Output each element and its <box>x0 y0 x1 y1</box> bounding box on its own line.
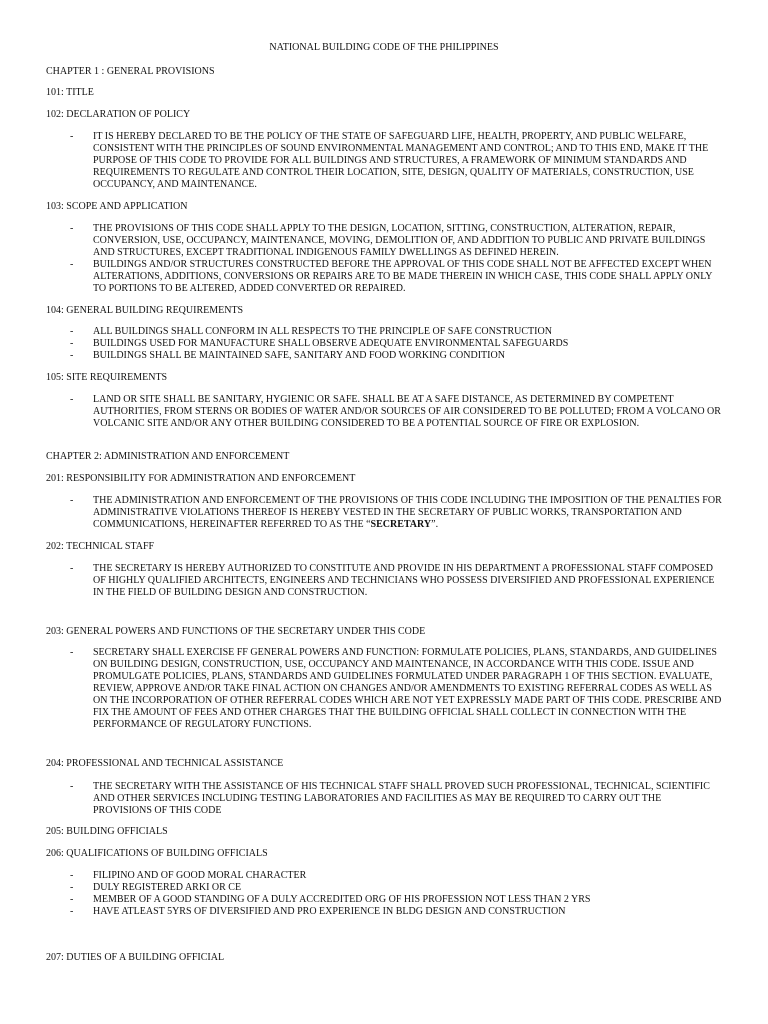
section-204-heading: 204: PROFESSIONAL AND TECHNICAL ASSISTANCE <box>46 758 284 769</box>
list-item <box>70 894 722 906</box>
list-item <box>70 259 722 295</box>
list-item-text: THE PROVISIONS OF THIS CODE SHALL APPLY TO THE DESIGN, LOCATION, SITTING, CONSTRUCTION, ALTERATION, REPAIR, CONVERSION, USE, OCCUPANCY, MAINTENANCE, MOVING, DEMOLITION OF, AND ADDITION TO PUBLIC AND PRIVATE BUILDINGS AND STRUCTURES, EXCEPT TRADITIONAL INDIGENOUS FAMILY DWELLINGS AS DEFINED HEREIN. <box>93 223 706 258</box>
list-item <box>70 131 722 191</box>
section-104-heading: 104: GENERAL BUILDING REQUIREMENTS <box>46 305 244 316</box>
document-title: NATIONAL BUILDING CODE OF THE PHILIPPINES <box>269 42 499 53</box>
section-202-heading: 202: TECHNICAL STAFF <box>46 541 155 552</box>
dash-marker: - <box>70 394 74 405</box>
dash-marker: - <box>70 882 74 893</box>
dash-marker: - <box>70 906 74 917</box>
list-item <box>70 495 722 531</box>
list-item-text: HAVE ATLEAST 5YRS OF DIVERSIFIED AND PRO EXPERIENCE IN BLDG DESIGN AND CONSTRUCTION <box>93 906 566 917</box>
list-item <box>70 647 722 731</box>
section-203-heading: 203: GENERAL POWERS AND FUNCTIONS OF THE SECRETARY UNDER THIS CODE <box>46 626 426 637</box>
section-205-heading: 205: BUILDING OFFICIALS <box>46 826 168 837</box>
section-102-list <box>70 131 722 191</box>
section-103-list <box>70 223 722 295</box>
section-102-heading: 102: DECLARATION OF POLICY <box>46 109 191 120</box>
section-207-heading: 207: DUTIES OF A BUILDING OFFICIAL <box>46 952 225 963</box>
section-201-heading: 201: RESPONSIBILITY FOR ADMINISTRATION AND ENFORCEMENT <box>46 473 356 484</box>
list-item <box>70 350 722 362</box>
dash-marker: - <box>70 259 74 270</box>
secretary-term: SECRETARY <box>370 519 432 530</box>
dash-marker: - <box>70 781 74 792</box>
list-item <box>70 326 722 338</box>
dash-marker: - <box>70 495 74 506</box>
section-105-heading: 105: SITE REQUIREMENTS <box>46 372 168 383</box>
chapter-1-heading: CHAPTER 1 : GENERAL PROVISIONS <box>46 66 215 77</box>
dash-marker: - <box>70 350 74 361</box>
list-item-text: MEMBER OF A GOOD STANDING OF A DULY ACCREDITED ORG OF HIS PROFESSION NOT LESS THAN 2 YRS <box>93 894 591 905</box>
dash-marker: - <box>70 647 74 658</box>
list-item-text: FILIPINO AND OF GOOD MORAL CHARACTER <box>93 870 307 881</box>
list-item-text: THE SECRETARY IS HEREBY AUTHORIZED TO CONSTITUTE AND PROVIDE IN HIS DEPARTMENT A PROFESSIONAL STAFF COMPOSED OF HIGHLY QUALIFIED ARCHITECTS, ENGINEERS AND TECHNICIANS WHO POSSESS DIVERSIFIED AND PROFESSIONAL EXPERIENCE IN THE FIELD OF BUILDING DESIGN AND CONSTRUCTION. <box>93 563 715 598</box>
section-104-list <box>70 326 722 362</box>
dash-marker: - <box>70 870 74 881</box>
section-101-heading: 101: TITLE <box>46 87 94 98</box>
section-206-heading: 206: QUALIFICATIONS OF BUILDING OFFICIALS <box>46 848 268 859</box>
list-item-text: LAND OR SITE SHALL BE SANITARY, HYGIENIC OR SAFE. SHALL BE AT A SAFE DISTANCE, AS DETERMINED BY COMPETENT AUTHORITIES, FROM STERNS OR BODIES OF WATER AND/OR SOURCES OF AIR CONSIDERED TO BE POLLUTED; FROM A VOLCANO OR VOLCANIC SITE AND/OR ANY OTHER BUILDING CONSIDERED TO BE A POTENTIAL SOURCE OF FIRE OR EXPLOSION. <box>93 394 721 429</box>
list-item-text: DULY REGISTERED ARKI OR CE <box>93 882 242 893</box>
list-item <box>70 223 722 259</box>
list-item-text-lead: THE ADMINISTRATION AND ENFORCEMENT OF THE PROVISIONS OF THIS CODE INCLUDING THE IMPOSITION OF THE PENALTIES FOR ADMINISTRATIVE VIOLATIONS THEREOF IS HEREBY VESTED IN THE SECRETARY OF PUBLIC WORKS, TRANSPORTATION AND COMMUNICATIONS, HEREINAFTER REFERRED TO AS THE “ <box>93 495 722 530</box>
list-item-text <box>93 495 722 530</box>
list-item <box>70 338 722 350</box>
list-item-text: BUILDINGS SHALL BE MAINTAINED SAFE, SANITARY AND FOOD WORKING CONDITION <box>93 350 505 361</box>
dash-marker: - <box>70 223 74 234</box>
section-206-list <box>70 870 722 918</box>
list-item-text: IT IS HEREBY DECLARED TO BE THE POLICY OF THE STATE OF SAFEGUARD LIFE, HEALTH, PROPERTY, AND PUBLIC WELFARE, CONSISTENT WITH THE PRINCIPLES OF SOUND ENVIRONMENTAL MANAGEMENT AND CONTROL; AND TO THIS END, MAKE IT THE PURPOSE OF THIS CODE TO PROVIDE FOR ALL BUILDINGS AND STRUCTURES, A FRAMEWORK OF MINIMUM STANDARDS AND REQUIREMENTS TO REGULATE AND CONTROL THEIR LOCATION, SITE, DESIGN, QUALITY OF MATERIALS, CONSTRUCTION, USE OCCUPANCY, AND MAINTENANCE. <box>93 131 709 190</box>
dash-marker: - <box>70 131 74 142</box>
list-item <box>70 906 722 918</box>
section-204-list <box>70 781 722 817</box>
list-item-text: ALL BUILDINGS SHALL CONFORM IN ALL RESPECTS TO THE PRINCIPLE OF SAFE CONSTRUCTION <box>93 326 552 337</box>
section-202-list <box>70 563 722 599</box>
list-item-text: THE SECRETARY WITH THE ASSISTANCE OF HIS TECHNICAL STAFF SHALL PROVED SUCH PROFESSIONAL, TECHNICAL, SCIENTIFIC AND OTHER SERVICES INCLUDING TESTING LABORATORIES AND FACILITIES AS MAY BE REQUIRED TO CARRY OUT THE PROVISIONS OF THIS CODE <box>93 781 710 816</box>
list-item <box>70 870 722 882</box>
dash-marker: - <box>70 563 74 574</box>
list-item <box>70 781 722 817</box>
list-item-text-tail: ”. <box>431 519 439 530</box>
chapter-2-heading: CHAPTER 2: ADMINISTRATION AND ENFORCEMENT <box>46 451 290 462</box>
dash-marker: - <box>70 326 74 337</box>
section-103-heading: 103: SCOPE AND APPLICATION <box>46 201 188 212</box>
section-105-list <box>70 394 722 430</box>
section-203-list <box>70 647 722 731</box>
list-item-text: BUILDINGS USED FOR MANUFACTURE SHALL OBSERVE ADEQUATE ENVIRONMENTAL SAFEGUARDS <box>93 338 569 349</box>
list-item-text: BUILDINGS AND/OR STRUCTURES CONSTRUCTED BEFORE THE APPROVAL OF THIS CODE SHALL NOT BE AFFECTED EXCEPT WHEN ALTERATIONS, ADDITIONS, CONVERSIONS OR REPAIRS ARE TO BE MADE THEREIN IN WHICH CASE, THIS CODE SHALL APPLY ONLY TO PORTIONS TO BE ALTERED, ADDED CONVERTED OR REPAIRED. <box>93 259 713 294</box>
section-201-list <box>70 495 722 531</box>
list-item <box>70 394 722 430</box>
list-item <box>70 882 722 894</box>
list-item <box>70 563 722 599</box>
dash-marker: - <box>70 338 74 349</box>
dash-marker: - <box>70 894 74 905</box>
list-item-text: SECRETARY SHALL EXERCISE FF GENERAL POWERS AND FUNCTION: FORMULATE POLICIES, PLANS, STANDARDS, AND GUIDELINES ON BUILDING DESIGN, CONSTRUCTION, USE, OCCUPANCY AND MAINTENANCE, IN ACCORDANCE WITH THIS CODE. ISSUE AND PROMULGATE POLICIES, PLANS, STANDARDS AND GUIDELINES FORMULATED UNDER PARAGRAPH 1 OF THIS SECTION. EVALUATE, REVIEW, APPROVE AND/OR TAKE FINAL ACTION ON CHANGES AND/OR AMENDMENTS TO EXISTING REFERRAL CODES AS WELL AS ON THE INCORPORATION OF OTHER REFERRAL CODES WHICH ARE NOT YET EXPRESSLY MADE PART OF THIS CODE. PRESCRIBE AND FIX THE AMOUNT OF FEES AND OTHER CHARGES THAT THE BUILDING OFFICIAL SHALL COLLECT IN CONNECTION WITH THE PERFORMANCE OF REGULATORY FUNCTIONS. <box>93 647 722 730</box>
